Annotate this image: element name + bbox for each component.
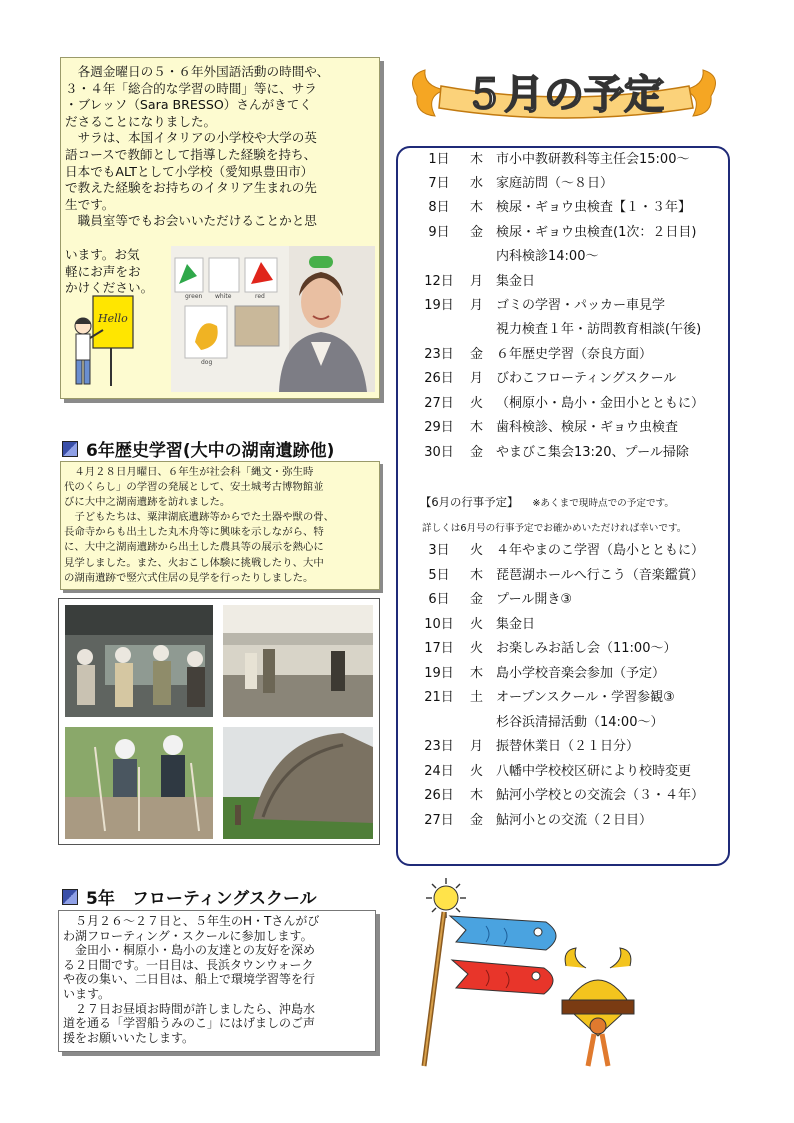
intro-paragraph-end: います。お気 軽にお声をお かけください。	[65, 247, 154, 296]
june-row: 6日 金 プール開き③	[428, 592, 573, 607]
history-body: ４月２８日月曜日、６年生が社会科「縄文・弥生時 代のくらし」の学習の発展として、安土城考古博物館並 びに大中之湖南遺跡を訪れました。 子どもたちは、粟津湖底遺跡等からでた土器や獣の骨、 長命寺からも出土した丸木舟等に興味を示しながら、特 に、大中之湖南遺跡から出土した農具等の展示を熱心に 見学しました。また、火おこし体験に挑戦したり、大中 の湖南遺跡で竪穴式住居の見学を行ったりしました。	[64, 466, 335, 584]
june-row: 17日 火 お楽しみお話し会（11:00～）	[424, 641, 677, 656]
may-row: 7日 水 家庭訪問（～８日）	[428, 176, 614, 191]
flash-label-dog: dog	[201, 359, 213, 366]
square-bullet-icon	[62, 441, 78, 457]
may-schedule-banner	[405, 56, 723, 138]
may-row: 30日 金 やまびこ集会13:20、プール掃除	[424, 445, 689, 460]
may-row: 9日 金 検尿・ギョウ虫検査(1次：２日目)	[428, 225, 697, 240]
grade5-heading-text: 5年 フローティングスクール	[86, 889, 317, 909]
koinobori-illustration	[416, 876, 642, 1072]
pit-dwelling-photo	[223, 727, 373, 839]
intro-box	[60, 57, 380, 399]
june-row-continued: 杉谷浜清掃活動（14:00～）	[496, 715, 664, 730]
june-row: 5日 木 琵琶湖ホールへ行こう（音楽鑑賞）	[428, 568, 704, 583]
june-row: 10日 火 集金日	[424, 617, 536, 632]
may-row: 27日 火 （桐原小・島小・金田小とともに）	[424, 396, 705, 411]
june-note: 詳しくは6月号の行事予定でお確かめいただければ幸いです。	[422, 523, 687, 534]
june-heading: 【6月の行事予定】 ※あくまで現時点での予定です。	[420, 495, 674, 509]
history-heading	[62, 436, 334, 461]
samurai-helmet-icon	[562, 948, 634, 1066]
flash-label-white: white	[215, 293, 232, 300]
grade5-heading	[62, 884, 317, 909]
june-row: 24日 火 八幡中学校校区研により校時変更	[424, 764, 692, 779]
fire-making-photo	[65, 727, 213, 839]
june-row: 21日 土 オープンスクール・学習参観③	[424, 690, 675, 705]
intro-paragraph: 各週金曜日の５・６年外国語活動の時間や、 ３・４年「総合的な学習の時間」等に、サラ ・ブレッソ（Sara BRESSO）さんがきてく ださることになりました。 サラは、本国イタリアの小学校や大学の英 語コースで教師として指導した経験を持ち、 日本でもALTとして小学校（愛知県豊田市） で教えた経験をお持ちのイタリア生まれの先 生です。 職員室等でもお会いいただけることかと思	[65, 64, 330, 229]
may-row: 29日 木 歯科検診、検尿・ギョウ虫検査	[424, 420, 679, 435]
grade5-body: ５月２６～２７日と、５年生のH・Tさんがび わ湖フローティング・スクールに参加します。 金田小・桐原小・島小の友達との友好を深め る２日間です。一日目は、長浜タウンウォーク や夜の集い、二日目は、船上で環境学習等を行 います。 ２７日お昼頃お時間が許しましたら、沖島水 道を通る「学習船うみのこ」にはげましのご声 援をお願いいたします。	[63, 914, 320, 1045]
may-row: 8日 木 検尿・ギョウ虫検査【１・３年】	[428, 200, 692, 215]
june-row: 3日 火 ４年やまのこ学習（島小とともに）	[428, 543, 705, 558]
history-heading-text: 6年歴史学習(大中の湖南遺跡他)	[86, 441, 335, 461]
museum-photo-2	[223, 605, 373, 717]
june-row: 27日 金 鮎河小との交流（２日目）	[424, 813, 653, 828]
sign-text: Hello	[98, 312, 128, 325]
flash-label-green: green	[185, 293, 203, 300]
may-row: 12日 月 集金日	[424, 274, 536, 289]
sara-photo	[171, 246, 375, 392]
grade5-box	[58, 910, 376, 1052]
may-row: 26日 月 びわこフローティングスクール	[424, 371, 677, 386]
sun-icon	[426, 878, 466, 918]
teacher-illustration	[63, 290, 171, 390]
may-row: 1日 木 市小中教研教科等主任会15:00～	[428, 152, 690, 167]
banner-title: ５月の予定	[464, 72, 664, 118]
red-carp-icon	[452, 960, 553, 994]
may-row: 23日 金 ６年歴史学習（奈良方面）	[424, 347, 653, 362]
history-photo-grid	[58, 598, 380, 845]
june-row: 19日 木 島小学校音楽会参加（予定）	[424, 666, 666, 681]
june-row: 23日 月 振替休業日（２１日分）	[424, 739, 640, 754]
square-bullet-icon	[62, 889, 78, 905]
may-row-continued: 内科検診14:00～	[496, 249, 599, 264]
schedule-box	[396, 146, 730, 866]
june-row: 26日 木 鮎河小学校との交流会（３・４年）	[424, 788, 705, 803]
museum-photo-1	[65, 605, 213, 717]
blue-carp-icon	[450, 916, 556, 950]
flash-label-red: red	[255, 293, 265, 300]
may-row: 19日 月 ゴミの学習・パッカー車見学	[424, 298, 666, 313]
history-box	[60, 461, 380, 590]
may-row-continued: 視力検査１年・訪問教育相談(午後)	[496, 322, 702, 337]
